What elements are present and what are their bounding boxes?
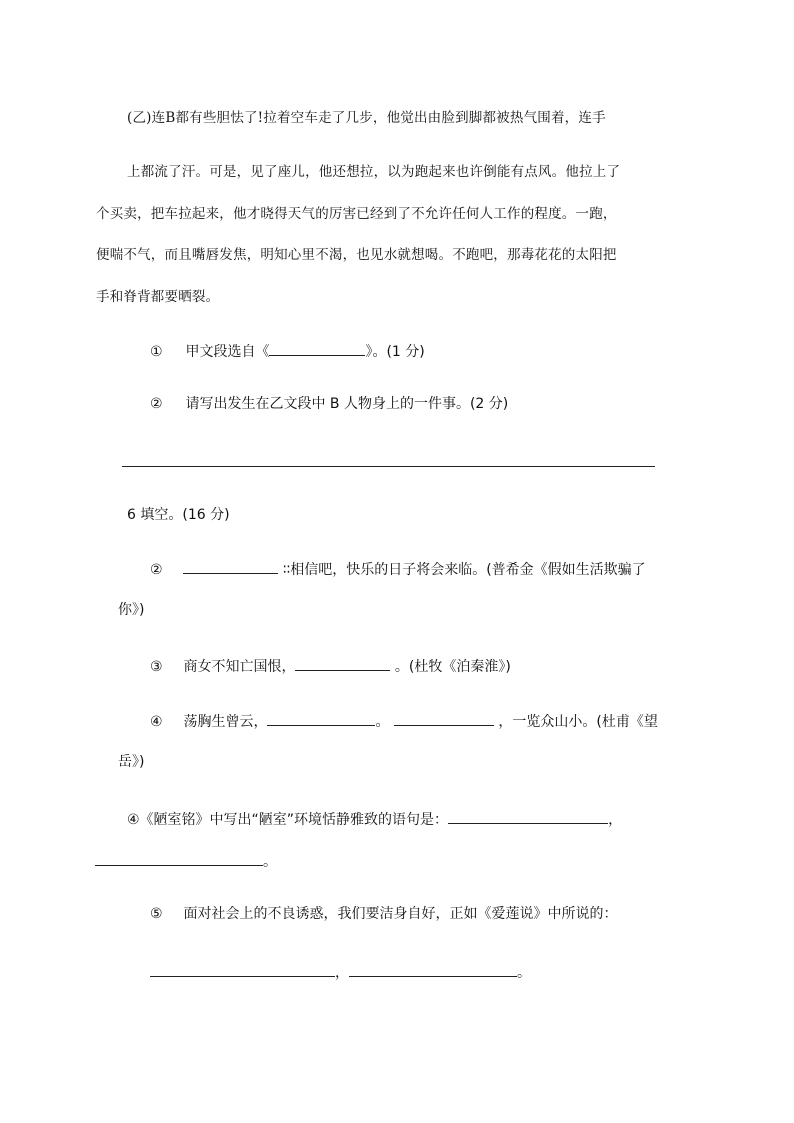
- fill-item-e-answers: [150, 961, 531, 983]
- answer-blank-b[interactable]: [295, 655, 390, 671]
- answer-blank-a[interactable]: [183, 558, 278, 574]
- item-number: ④: [150, 714, 163, 730]
- item-number: ③: [150, 659, 163, 675]
- answer-blank-d1[interactable]: [448, 808, 608, 824]
- item-text: 请写出发生在乙文段中 B 人物身上的一件事。(2 分): [185, 396, 509, 412]
- question-6-heading: 6 填空。(16 分): [127, 507, 230, 523]
- item-text-end: 。: [517, 965, 531, 981]
- passage-line-3: 个买卖，把车拉起来，他才晓得天气的厉害已经到了不允许任何人工作的程度。一跑，: [96, 206, 617, 222]
- item-text-mid: 。: [375, 714, 390, 730]
- item-number: ①: [150, 344, 163, 360]
- answer-line[interactable]: [122, 466, 655, 467]
- item-text: 面对社会上的不良诱惑，我们要洁身自好，正如《爱莲说》中所说的：: [183, 906, 618, 922]
- answer-blank-c1[interactable]: [267, 710, 375, 726]
- answer-blank-d2[interactable]: [95, 850, 263, 866]
- fill-item-d-continued: [95, 850, 277, 872]
- answer-blank-book-title[interactable]: [269, 340, 365, 356]
- fill-item-c: [150, 710, 658, 732]
- answer-blank-e2[interactable]: [349, 961, 517, 977]
- fill-item-e: [150, 904, 617, 924]
- passage-line-2: 上都流了汗。可是，见了座儿，他还想拉，以为跑起来也许倒能有点风。他拉上了: [127, 164, 621, 180]
- item-comma: ，: [335, 965, 349, 981]
- item-text: ④《陋室铭》中写出“陋室”环境恬静雅致的语句是：: [127, 812, 449, 828]
- passage-line-5: 手和脊背都要晒裂。: [96, 289, 220, 305]
- item-text-end: ，一览众山小。(杜甫《望: [498, 714, 658, 730]
- item-number: ②: [150, 396, 163, 412]
- passage-line-4: 便喘不气，而且嘴唇发焦，明知心里不渴，也见水就想喝。不跑吧，那毒花花的太阳把: [96, 247, 617, 263]
- item-text-end: 。(杜牧《泊秦淮》): [394, 659, 511, 675]
- item-text-end: 》。(1 分): [365, 344, 425, 360]
- item-text: 荡胸生曾云，: [183, 714, 268, 730]
- question-item-1: [150, 340, 425, 362]
- fill-item-a: [150, 558, 646, 580]
- item-number: ⑤: [150, 906, 163, 922]
- item-text-end: 。: [263, 854, 277, 870]
- item-text: 商女不知亡国恨，: [183, 659, 296, 675]
- answer-blank-e1[interactable]: [150, 961, 335, 977]
- item-comma: ，: [608, 812, 623, 828]
- item-text: 甲文段选自《: [185, 344, 270, 360]
- item-number: ②: [150, 562, 163, 578]
- fill-item-a-continued: 你》): [118, 602, 145, 618]
- answer-blank-c2[interactable]: [394, 710, 494, 726]
- fill-item-d: [127, 808, 622, 830]
- question-item-2: [150, 394, 508, 414]
- item-text: ∶∶相信吧，快乐的日子将会来临。(普希金《假如生活欺骗了: [282, 562, 646, 578]
- fill-item-c-continued: 岳》): [118, 754, 145, 770]
- passage-line-1: (乙)连B都有些胆怯了!拉着空车走了几步，他觉出由脸到脚都被热气围着，连手: [127, 110, 606, 126]
- fill-item-b: [150, 655, 511, 677]
